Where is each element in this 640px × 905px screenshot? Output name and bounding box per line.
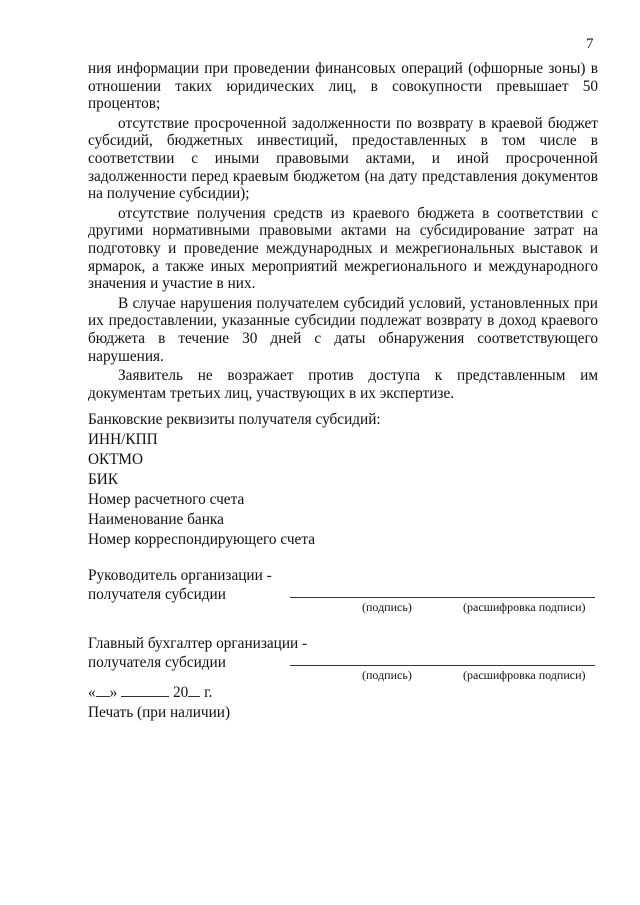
bank-field-inn-kpp: ИНН/КПП [88, 431, 158, 448]
bank-field-account-number: Номер расчетного счета [88, 491, 245, 508]
paragraph-consent-access: Заявитель не возражает против доступа к представленным им документам третьих лиц, участвующих в их экспертизе. [88, 367, 598, 402]
accountant-title-line1: Главный бухгалтер организации - [88, 635, 308, 652]
date-line [88, 683, 212, 702]
accountant-name-caption: (расшифровка подписи) [463, 668, 586, 682]
month-blank [121, 683, 169, 697]
director-signature-caption: (подпись) [362, 600, 412, 614]
paragraph-no-overdue-debt: отсутствие просроченной задолженности по возврату в краевой бюджет субсидий, бюджетных инвестиций, предоставленных в том числе в соответствии с иными правовыми актами, и иной просроченной задолженности перед краевым бюджетом (на дату представления документов на получение субсидии); [88, 114, 598, 203]
year-suffix: г. [200, 684, 213, 701]
paragraph-violation-return: В случае нарушения получателем субсидий условий, установленных при их предоставлении, указанные субсидии подлежат возврату в доход краевого бюджета в течение 30 дней с даты обнаружения соответствующего нарушения. [88, 294, 598, 365]
paragraph-offshore: ния информации при проведении финансовых операций (офшорные зоны) в отношении таких юридических лиц, в совокупности превышает 50 процентов; [88, 60, 598, 113]
director-signature-line [290, 597, 595, 598]
director-signature-block [88, 566, 272, 604]
bank-field-bik: БИК [88, 471, 119, 488]
page-number: 7 [586, 36, 594, 52]
year-blank [188, 683, 200, 697]
date-quote-close: » [109, 684, 118, 701]
year-prefix: 20 [172, 684, 189, 701]
accountant-signature-caption: (подпись) [362, 668, 412, 682]
director-title-line1: Руководитель организации - [88, 567, 272, 584]
accountant-title-line2: получателя субсидии [88, 654, 226, 671]
body-text [88, 60, 598, 402]
bank-field-bank-name: Наименование банка [88, 511, 224, 528]
paragraph-no-other-funds: отсутствие получения средств из краевого бюджета в соответствии с другими нормативными правовыми актами на субсидирование затрат на подготовку и проведение международных и межрегиональных выставок и ярмарок, а также иных мероприятий межрегионального и международного значения и участие в них. [88, 204, 598, 293]
bank-details [88, 410, 381, 550]
date-quote-open: « [88, 684, 96, 701]
bank-field-oktmo: ОКТМО [88, 451, 144, 468]
day-blank [96, 683, 110, 697]
bank-details-heading: Банковские реквизиты получателя субсидий: [88, 411, 381, 428]
stamp-note: Печать (при наличии) [88, 704, 231, 721]
director-title-line2: получателя субсидии [88, 586, 226, 603]
director-name-caption: (расшифровка подписи) [463, 600, 586, 614]
bank-field-corr-account: Номер корреспондирующего счета [88, 531, 315, 548]
accountant-signature-line [290, 665, 595, 666]
accountant-signature-block [88, 634, 307, 672]
